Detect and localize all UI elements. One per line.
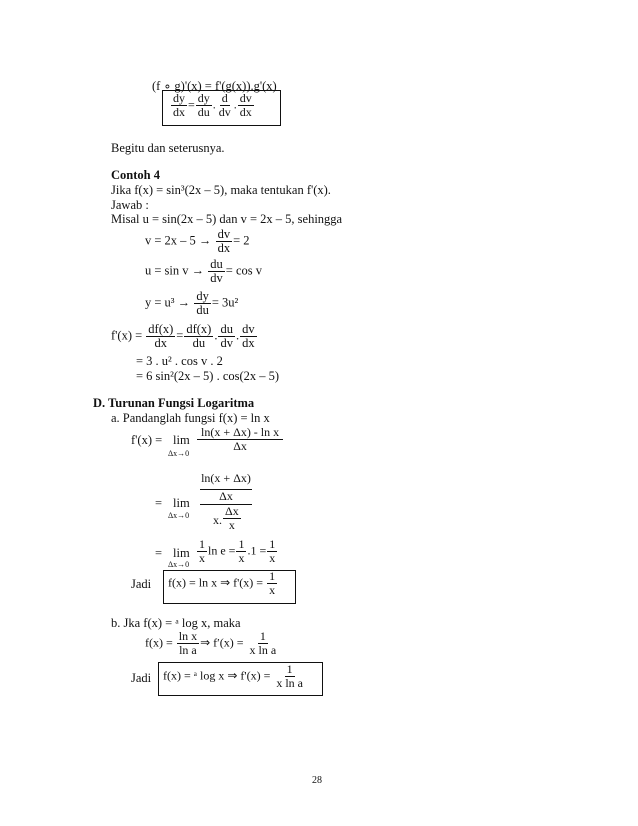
fprime-chain: f'(x) = $\frac{df(x)}{dx}$ = $\frac{df(x)}{du}$ . $\frac{du}{dv}$ . $\frac{dv}{dx}$ xyxy=(111,322,255,350)
chain-rule-fractions: $\frac{dy}{dx}$ = $\frac{dy}{du}$ . $\frac{d}{dv}$ . $\frac{dv}{dx}$ xyxy=(173,91,252,119)
v-derivative: v = 2x – 5 → $\frac{dv}{dx}$ = 2 xyxy=(145,227,250,255)
lim-1-sub: Δx→0 xyxy=(168,449,190,458)
lim-2: lim xyxy=(173,496,190,510)
step1: = 3 . u² . cos v . 2 xyxy=(136,354,223,368)
inner-fraction: $\frac{\Delta x}{x}$ xyxy=(225,504,239,532)
page-number: 28 xyxy=(312,775,322,786)
section-d-title: D. Turunan Fungsi Logaritma xyxy=(93,396,255,410)
lim-2-sub: Δx→0 xyxy=(168,511,190,520)
contoh-title: Contoh 4 xyxy=(111,168,160,182)
limit-line-3: $\frac{1}{x}$ ln e = $\frac{1}{x}$ .1 = $\frac{1}{x}$ xyxy=(199,537,276,565)
limit-fraction-1: $\frac{\text{ln(x + Δx) - ln x}}{\Delta x}$ xyxy=(196,426,284,453)
a-intro: a. Pandanglah fungsi f(x) = ln x xyxy=(111,411,270,425)
y-derivative: y = u³ → $\frac{dy}{du}$ = 3u² xyxy=(145,289,239,317)
b-intro: b. Jka f(x) = ᵃ log x, maka xyxy=(111,616,241,630)
jadi-b-result: f(x) = ᵃ log x ⇒ f'(x) = $\frac{1}{\text{x ln a}}$ xyxy=(163,662,304,690)
b-derivation: f(x) = $\frac{\text{ln x}}{\text{ln a}}$ ⇒ f′(x) = $\frac{1}{\text{x ln a}}$ xyxy=(145,629,277,657)
lim-3-sub: Δx→0 xyxy=(168,560,190,569)
jadi-a-result: f(x) = ln x ⇒ f'(x) = $\frac{1}{x}$ xyxy=(168,569,276,597)
jawab-label: Jawab : xyxy=(111,198,149,212)
eq-3: = xyxy=(155,546,163,560)
begitu-text: Begitu dan seterusnya. xyxy=(111,141,225,155)
jadi-b-label: Jadi xyxy=(131,671,152,685)
misal-line: Misal u = sin(2x – 5) dan v = 2x – 5, sehingga xyxy=(111,212,343,226)
contoh-question: Jika f(x) = sin³(2x – 5), maka tentukan f'(x). xyxy=(111,183,331,197)
u-derivative: u = sin v → $\frac{du}{dv}$ = cos v xyxy=(145,257,262,285)
inner-prefix: x. xyxy=(213,513,222,527)
step2: = 6 sin²(2x – 5) . cos(2x – 5) xyxy=(136,369,280,383)
num2: ln(x + Δx) xyxy=(201,471,251,485)
num2-dx: Δx xyxy=(200,489,252,503)
lim-1: lim xyxy=(173,433,190,447)
chain-rule-composition: (f ∘ g)'(x) = f'(g(x)).g'(x) xyxy=(152,79,277,93)
jadi-a-label: Jadi xyxy=(131,577,152,591)
fprime-def: f'(x) = xyxy=(131,433,163,447)
eq-2: = xyxy=(155,496,163,510)
lim-3: lim xyxy=(173,546,190,560)
